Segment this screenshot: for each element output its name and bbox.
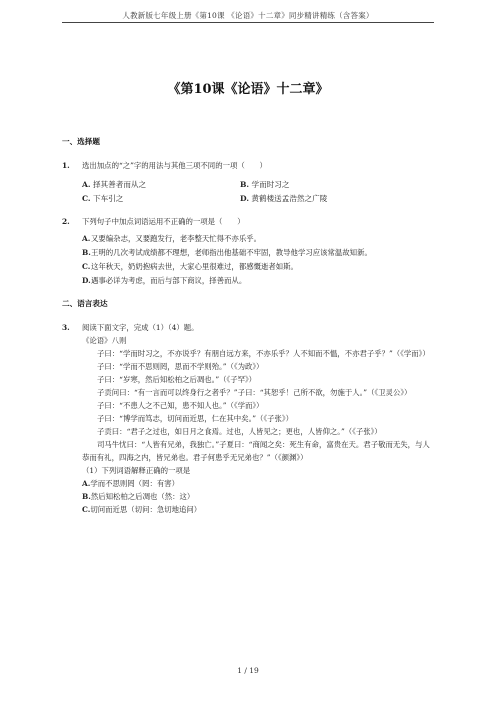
passage-paragraph: 子曰：“学而不思则罔，思而不学则殆。”（《为政》） <box>97 362 264 371</box>
question-number: 3. <box>62 323 70 332</box>
question-stem: 选出加点的“之”字的用法与其他三项不同的一项（ ） <box>82 161 267 170</box>
option-d: D. 黄鹤楼送孟浩然之广陵 <box>240 194 328 203</box>
question-number: 1. <box>62 161 70 170</box>
question-number: 2. <box>62 217 70 226</box>
option-c: C. 下车引之 <box>82 194 124 203</box>
page-header: 人教新版七年级上册《第10课 《论语》十二章》同步精讲精练（含答案） <box>122 11 374 20</box>
passage-paragraph: 子曰：“博学而笃志，切问而近思，仁在其中矣。”（《子张》） <box>97 414 294 423</box>
passage-paragraph: 子贡曰：“君子之过也，如日月之食焉。过也，人皆见之；更也，人皆仰之。”（《子张》） <box>97 427 382 436</box>
sub-option-a: A.学而不思则罔（罔：有害） <box>82 479 180 488</box>
option-d: D. 遇事必详为考虑，而后与部下商议，择善而从。 <box>82 276 247 285</box>
sub-option-c: C.切问而近思（切问：急切地追问） <box>82 505 202 514</box>
option-a: A. 又要编杂志，又要跑发行，老李整天忙得不亦乐乎。 <box>82 234 261 243</box>
passage-paragraph: 子贡问曰：“有一言而可以终身行之者乎？”子曰：“其恕乎！己所不欲，勿施于人。”（《卫灵公》） <box>97 388 412 397</box>
option-c: C. 这年秋天，奶奶抱病去世，大家心里很难过，都感慨逝者如斯。 <box>82 262 298 271</box>
passage-paragraph: 子曰：“不患人之不己知，患不知人也。”（《学而》） <box>97 401 264 410</box>
section-heading-language: 二、语言表达 <box>62 299 108 308</box>
question-2-options <box>82 232 437 287</box>
question-2 <box>62 215 437 228</box>
header-divider <box>62 22 434 23</box>
page-number: 1 / 19 <box>237 666 259 675</box>
passage-paragraph: 司马牛忧曰：“人皆有兄弟，我独亡。”子夏曰：“商闻之矣：死生有命，富贵在天。君子敬而无失，与人恭而有礼，四海之内，皆兄弟也。君子何患乎无兄弟也？”（《颜渊》） <box>82 440 430 462</box>
option-b: B. 王明的几次考试成绩都不理想，老师指出他基础不牢固，教导他学习应该常温故知新。 <box>82 248 372 257</box>
option-b: B. 学而时习之 <box>240 180 290 189</box>
question-1 <box>62 159 437 172</box>
sub-option-b: B.然后知松柏之后凋也（然：这） <box>82 492 195 501</box>
passage-source: 《论语》八则 <box>82 336 127 345</box>
question-stem: 阅读下面文字，完成（1）（4）题。 <box>82 323 199 332</box>
question-3 <box>62 321 437 334</box>
passage-paragraph: 子曰：“学而时习之，不亦说乎？有朋自远方来，不亦乐乎？人不知而不愠，不亦君子乎？”（《学而》） <box>97 349 430 358</box>
question-1-options <box>82 178 437 205</box>
option-a: A. 择其善者而从之 <box>82 180 147 189</box>
question-stem: 下列句子中加点词语运用不正确的一项是（ ） <box>82 217 245 226</box>
sub-question-1: （1）下列词语解释正确的一项是 <box>82 466 191 475</box>
passage-paragraph: 子曰：“岁寒，然后知松柏之后凋也。”（《子罕》） <box>97 375 257 384</box>
section-heading-choice: 一、选择题 <box>62 137 100 146</box>
document-body <box>62 135 437 516</box>
document-title: 《第10课《论语》十二章》 <box>167 82 329 97</box>
